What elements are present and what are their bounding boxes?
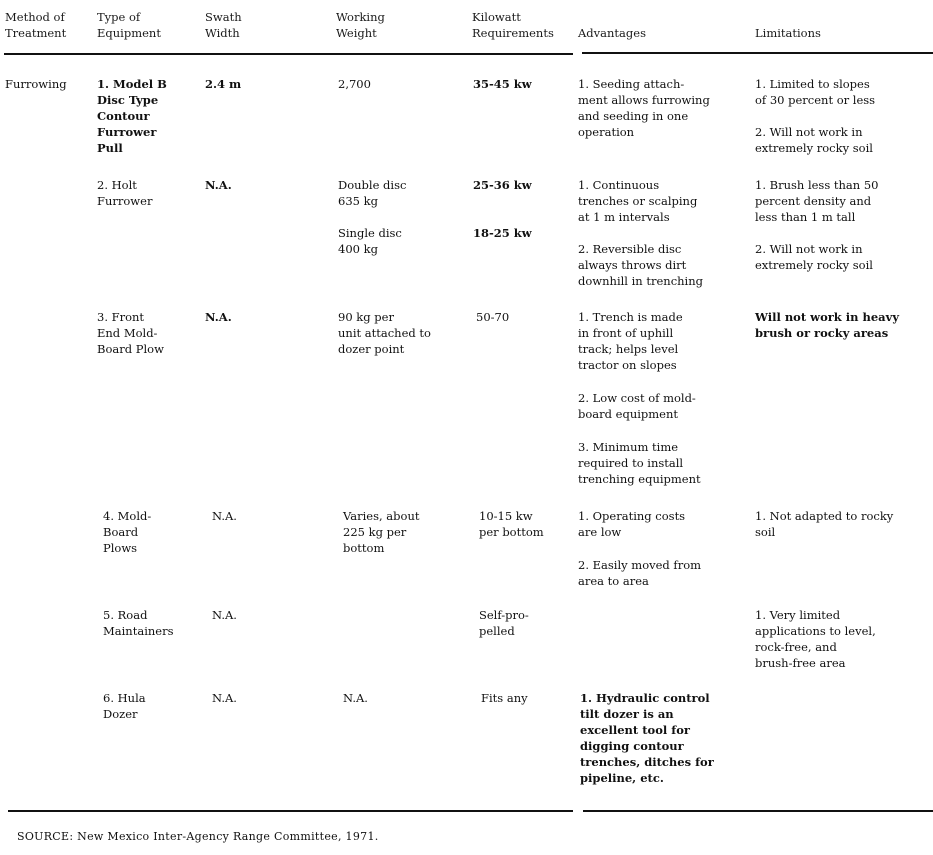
- equipment-cell: 4. Mold- Board Plows: [103, 509, 152, 555]
- kilowatt-cell: Self-pro- pelled: [479, 608, 529, 638]
- kilowatt-cell: 25-36 kw: [473, 178, 532, 192]
- equipment-cell: 6. Hula Dozer: [103, 691, 146, 721]
- header-limitations: Limitations: [755, 26, 821, 40]
- footer-rule-right: [583, 810, 933, 812]
- limitation-item: 1. Very limited applications to level, rock-free, and brush-free area: [755, 608, 876, 670]
- equipment-cell: 3. Front End Mold- Board Plow: [97, 310, 164, 356]
- weight-cell: 2,700: [338, 77, 371, 91]
- advantage-item: 3. Minimum time required to install trenching equipment: [578, 440, 701, 486]
- swath-cell: 2.4 m: [205, 77, 242, 91]
- advantage-item: 2. Easily moved from area to area: [578, 558, 702, 588]
- advantage-item: 2. Reversible disc always throws dirt downhill in trenching: [578, 242, 703, 288]
- advantage-item: 1. Trench is made in front of uphill track; helps level tractor on slopes: [578, 310, 683, 372]
- header-advantages: Advantages: [578, 26, 646, 40]
- equipment-cell: 1. Model B Disc Type Contour Furrower Pull: [97, 77, 167, 155]
- kilowatt-cell: 50-70: [476, 310, 510, 324]
- kilowatt-cell: 35-45 kw: [473, 77, 532, 91]
- equipment-cell: 2. Holt Furrower: [97, 178, 153, 208]
- limitation-item: 2. Will not work in extremely rocky soil: [755, 242, 873, 272]
- limitation-item: 1. Limited to slopes of 30 percent or less: [755, 77, 876, 107]
- advantage-item: 1. Operating costs are low: [578, 509, 686, 539]
- header-working-weight: Working Weight: [336, 10, 385, 40]
- kilowatt-cell: 10-15 kw per bottom: [479, 509, 544, 539]
- header-kilowatt-requirements: Kilowatt Requirements: [472, 10, 554, 40]
- limitation-item: Will not work in heavy brush or rocky areas: [755, 310, 899, 340]
- advantage-item: 1. Seeding attach- ment allows furrowing and seeding in one operation: [578, 77, 710, 139]
- weight-cell: Varies, about 225 kg per bottom: [343, 509, 420, 555]
- header-swath-width: Swath Width: [205, 10, 242, 40]
- swath-cell: N.A.: [205, 310, 232, 324]
- kilowatt-cell: 18-25 kw: [473, 226, 532, 240]
- header-rule-left: [4, 53, 573, 55]
- limitation-item: 1. Not adapted to rocky soil: [755, 509, 894, 539]
- limitation-item: 2. Will not work in extremely rocky soil: [755, 125, 873, 155]
- advantage-item: 1. Hydraulic control tilt dozer is an excellent tool for digging contour trenches, ditches for pipeline, etc.: [580, 691, 714, 785]
- swath-cell: N.A.: [212, 691, 237, 705]
- source-note: SOURCE: New Mexico Inter-Agency Range Committee, 1971.: [17, 830, 379, 843]
- advantage-item: 2. Low cost of mold- board equipment: [578, 391, 696, 421]
- swath-cell: N.A.: [205, 178, 232, 192]
- kilowatt-cell: Fits any: [481, 691, 528, 705]
- limitation-item: 1. Brush less than 50 percent density and less than 1 m tall: [755, 178, 879, 224]
- header-type-of-equipment: Type of Equipment: [97, 10, 161, 40]
- method-furrowing: Furrowing: [5, 77, 67, 91]
- weight-cell: Single disc 400 kg: [338, 226, 402, 256]
- footer-rule-left: [8, 810, 573, 812]
- weight-cell: Double disc 635 kg: [338, 178, 407, 208]
- swath-cell: N.A.: [212, 608, 237, 622]
- header-rule-right: [582, 52, 933, 54]
- weight-cell: 90 kg per unit attached to dozer point: [338, 310, 431, 356]
- advantage-item: 1. Continuous trenches or scalping at 1 m intervals: [578, 178, 698, 224]
- equipment-cell: 5. Road Maintainers: [103, 608, 174, 638]
- weight-cell: N.A.: [343, 691, 368, 705]
- swath-cell: N.A.: [212, 509, 237, 523]
- header-method-of-treatment: Method of Treatment: [5, 10, 67, 40]
